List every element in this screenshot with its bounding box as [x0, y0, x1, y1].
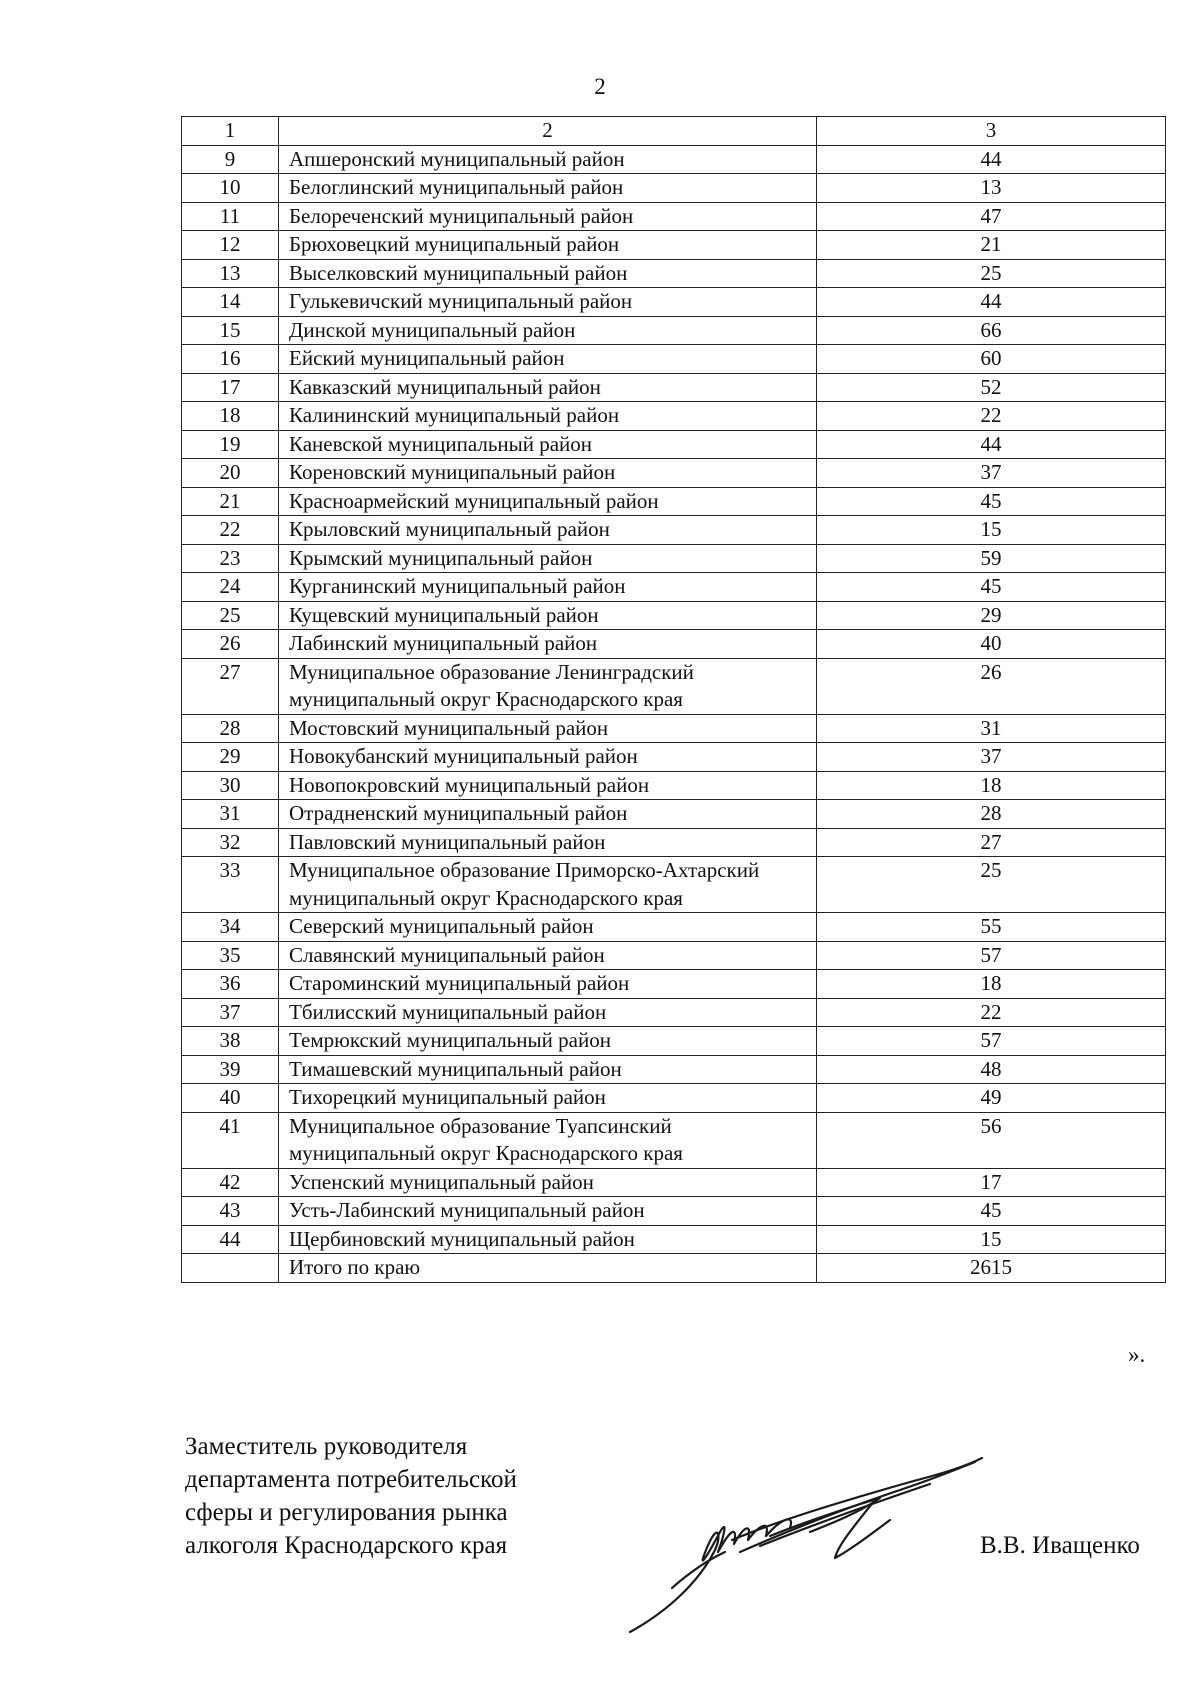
value-cell: 37 — [817, 743, 1166, 772]
district-name-cell: Калининский муниципальный район — [279, 402, 817, 431]
district-name-cell: Кавказский муниципальный район — [279, 373, 817, 402]
value-cell: 22 — [817, 998, 1166, 1027]
row-number-cell: 16 — [182, 345, 279, 374]
district-name-cell: Мостовский муниципальный район — [279, 714, 817, 743]
value-cell: 47 — [817, 202, 1166, 231]
district-name-cell: Ейский муниципальный район — [279, 345, 817, 374]
header-cell-value: 3 — [817, 117, 1166, 146]
row-number-cell: 13 — [182, 259, 279, 288]
value-cell: 2615 — [817, 1254, 1166, 1283]
district-name-cell: Гулькевичский муниципальный район — [279, 288, 817, 317]
table-row — [182, 1055, 1166, 1084]
value-cell: 60 — [817, 345, 1166, 374]
data-table — [181, 116, 1166, 1283]
row-number-cell: 32 — [182, 828, 279, 857]
row-number-cell: 28 — [182, 714, 279, 743]
row-number-cell: 36 — [182, 970, 279, 999]
table-row — [182, 402, 1166, 431]
table-row — [182, 544, 1166, 573]
signer-name: В.В. Иващенко — [980, 1532, 1140, 1559]
row-number-cell: 37 — [182, 998, 279, 1027]
table-row — [182, 800, 1166, 829]
district-name-cell: Новокубанский муниципальный район — [279, 743, 817, 772]
position-line: сферы и регулирования рынка — [185, 1499, 508, 1526]
row-number-cell: 19 — [182, 430, 279, 459]
table-row — [182, 373, 1166, 402]
row-number-cell: 26 — [182, 630, 279, 659]
value-cell: 25 — [817, 857, 1166, 913]
value-cell: 45 — [817, 1197, 1166, 1226]
value-cell: 57 — [817, 1027, 1166, 1056]
row-number-cell: 17 — [182, 373, 279, 402]
table-row — [182, 1084, 1166, 1113]
row-number-cell: 9 — [182, 145, 279, 174]
district-name-cell: Тихорецкий муниципальный район — [279, 1084, 817, 1113]
row-number-cell: 35 — [182, 941, 279, 970]
table-row — [182, 1197, 1166, 1226]
district-name-cell: Тбилисский муниципальный район — [279, 998, 817, 1027]
table-row — [182, 516, 1166, 545]
row-number-cell: 34 — [182, 913, 279, 942]
table-row — [182, 630, 1166, 659]
value-cell: 44 — [817, 145, 1166, 174]
district-name-cell: Новопокровский муниципальный район — [279, 771, 817, 800]
table-row — [182, 658, 1166, 714]
value-cell: 45 — [817, 487, 1166, 516]
table-row — [182, 459, 1166, 488]
district-name-cell: Северский муниципальный район — [279, 913, 817, 942]
value-cell: 44 — [817, 430, 1166, 459]
table-container — [181, 116, 1165, 1283]
position-line: департамента потребительской — [185, 1466, 517, 1493]
district-name-cell: Динской муниципальный район — [279, 316, 817, 345]
table-row — [182, 828, 1166, 857]
table-row — [182, 1027, 1166, 1056]
table-row — [182, 145, 1166, 174]
table-row — [182, 316, 1166, 345]
table-row — [182, 771, 1166, 800]
district-name-cell: Лабинский муниципальный район — [279, 630, 817, 659]
value-cell: 45 — [817, 573, 1166, 602]
district-name-cell: Темрюкский муниципальный район — [279, 1027, 817, 1056]
table-row — [182, 601, 1166, 630]
row-number-cell: 22 — [182, 516, 279, 545]
value-cell: 31 — [817, 714, 1166, 743]
value-cell: 22 — [817, 402, 1166, 431]
value-cell: 26 — [817, 658, 1166, 714]
table-row — [182, 913, 1166, 942]
header-cell-number: 1 — [182, 117, 279, 146]
row-number-cell: 18 — [182, 402, 279, 431]
table-row — [182, 573, 1166, 602]
value-cell: 66 — [817, 316, 1166, 345]
row-number-cell: 11 — [182, 202, 279, 231]
table-row — [182, 743, 1166, 772]
row-number-cell: 20 — [182, 459, 279, 488]
row-number-cell: 30 — [182, 771, 279, 800]
handwritten-signature — [610, 1440, 1030, 1640]
table-row — [182, 174, 1166, 203]
table-row — [182, 430, 1166, 459]
table-row — [182, 1225, 1166, 1254]
table-row — [182, 714, 1166, 743]
district-name-cell: Муниципальное образование Ленинградский муниципальный округ Краснодарского края — [279, 658, 817, 714]
table-row — [182, 1112, 1166, 1168]
row-number-cell: 38 — [182, 1027, 279, 1056]
row-number-cell: 44 — [182, 1225, 279, 1254]
district-name-cell: Брюховецкий муниципальный район — [279, 231, 817, 260]
row-number-cell: 24 — [182, 573, 279, 602]
value-cell: 21 — [817, 231, 1166, 260]
district-name-cell: Славянский муниципальный район — [279, 941, 817, 970]
value-cell: 29 — [817, 601, 1166, 630]
district-name-cell: Кущевский муниципальный район — [279, 601, 817, 630]
district-name-cell: Усть-Лабинский муниципальный район — [279, 1197, 817, 1226]
row-number-cell: 15 — [182, 316, 279, 345]
district-name-cell: Красноармейский муниципальный район — [279, 487, 817, 516]
row-number-cell: 43 — [182, 1197, 279, 1226]
district-name-cell: Крымский муниципальный район — [279, 544, 817, 573]
value-cell: 15 — [817, 1225, 1166, 1254]
district-name-cell: Кореновский муниципальный район — [279, 459, 817, 488]
value-cell: 27 — [817, 828, 1166, 857]
table-row — [182, 345, 1166, 374]
total-row — [182, 1254, 1166, 1283]
header-cell-name: 2 — [279, 117, 817, 146]
district-name-cell: Итого по краю — [279, 1254, 817, 1283]
row-number-cell: 33 — [182, 857, 279, 913]
value-cell: 18 — [817, 771, 1166, 800]
district-name-cell: Каневской муниципальный район — [279, 430, 817, 459]
district-name-cell: Отрадненский муниципальный район — [279, 800, 817, 829]
row-number-cell: 29 — [182, 743, 279, 772]
value-cell: 15 — [817, 516, 1166, 545]
district-name-cell: Апшеронский муниципальный район — [279, 145, 817, 174]
value-cell: 37 — [817, 459, 1166, 488]
district-name-cell: Староминский муниципальный район — [279, 970, 817, 999]
row-number-cell: 10 — [182, 174, 279, 203]
row-number-cell: 40 — [182, 1084, 279, 1113]
row-number-cell: 25 — [182, 601, 279, 630]
row-number-cell: 42 — [182, 1168, 279, 1197]
district-name-cell: Муниципальное образование Туапсинский муниципальный округ Краснодарского края — [279, 1112, 817, 1168]
district-name-cell: Муниципальное образование Приморско-Ахтарский муниципальный округ Краснодарского края — [279, 857, 817, 913]
table-row — [182, 202, 1166, 231]
value-cell: 57 — [817, 941, 1166, 970]
value-cell: 55 — [817, 913, 1166, 942]
position-line: Заместитель руководителя — [185, 1433, 468, 1460]
district-name-cell: Курганинский муниципальный район — [279, 573, 817, 602]
value-cell: 59 — [817, 544, 1166, 573]
district-name-cell: Выселковский муниципальный район — [279, 259, 817, 288]
row-number-cell: 41 — [182, 1112, 279, 1168]
row-number-cell: 23 — [182, 544, 279, 573]
value-cell: 13 — [817, 174, 1166, 203]
table-row — [182, 941, 1166, 970]
table-row — [182, 231, 1166, 260]
table-row — [182, 1168, 1166, 1197]
value-cell: 17 — [817, 1168, 1166, 1197]
table-row — [182, 487, 1166, 516]
closing-quote-mark: ». — [1128, 1342, 1146, 1367]
row-number-cell: 12 — [182, 231, 279, 260]
district-name-cell: Тимашевский муниципальный район — [279, 1055, 817, 1084]
district-name-cell: Павловский муниципальный район — [279, 828, 817, 857]
row-number-cell: 31 — [182, 800, 279, 829]
value-cell: 28 — [817, 800, 1166, 829]
value-cell: 52 — [817, 373, 1166, 402]
value-cell: 25 — [817, 259, 1166, 288]
row-number-cell — [182, 1254, 279, 1283]
row-number-cell: 39 — [182, 1055, 279, 1084]
value-cell: 56 — [817, 1112, 1166, 1168]
district-name-cell: Крыловский муниципальный район — [279, 516, 817, 545]
signatory-position — [185, 1430, 517, 1562]
page-number: 2 — [594, 74, 606, 99]
table-row — [182, 259, 1166, 288]
value-cell: 44 — [817, 288, 1166, 317]
table-row — [182, 857, 1166, 913]
table-row — [182, 998, 1166, 1027]
district-name-cell: Белореченский муниципальный район — [279, 202, 817, 231]
row-number-cell: 21 — [182, 487, 279, 516]
position-line: алкоголя Краснодарского края — [185, 1532, 508, 1559]
table-row — [182, 970, 1166, 999]
table-header-row — [182, 117, 1166, 146]
value-cell: 40 — [817, 630, 1166, 659]
value-cell: 49 — [817, 1084, 1166, 1113]
district-name-cell: Щербиновский муниципальный район — [279, 1225, 817, 1254]
district-name-cell: Белоглинский муниципальный район — [279, 174, 817, 203]
row-number-cell: 27 — [182, 658, 279, 714]
table-row — [182, 288, 1166, 317]
row-number-cell: 14 — [182, 288, 279, 317]
district-name-cell: Успенский муниципальный район — [279, 1168, 817, 1197]
value-cell: 18 — [817, 970, 1166, 999]
value-cell: 48 — [817, 1055, 1166, 1084]
